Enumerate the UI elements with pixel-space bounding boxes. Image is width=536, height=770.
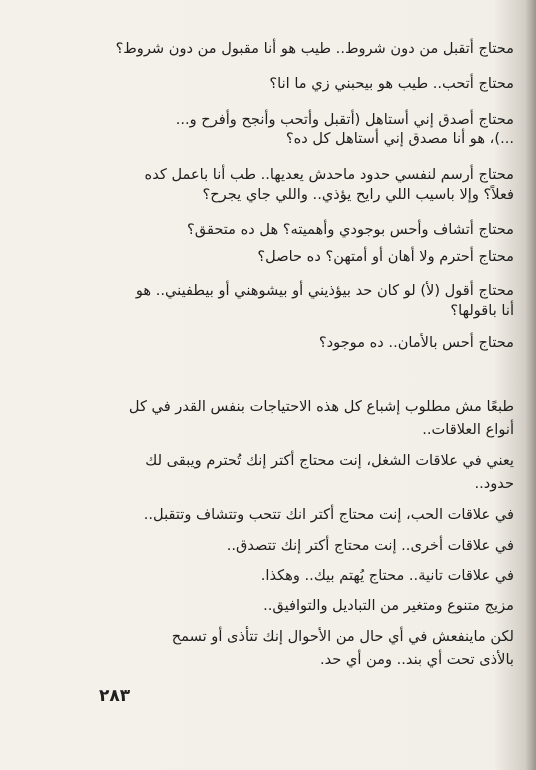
- page-number: ٢٨٣: [99, 686, 131, 706]
- text-line: أنواع العلاقات..: [422, 421, 514, 438]
- text-line: محتاج أتشاف وأحس بوجودي وأهميته؟ هل ده متحقق؟: [187, 221, 514, 238]
- text-line: محتاج أحس بالأمان.. ده موجود؟: [318, 334, 514, 351]
- text-line: محتاج أحترم ولا أهان أو أمتهن؟ ده حاصل؟: [257, 248, 514, 265]
- text-line: أنا باقولها؟: [450, 302, 514, 319]
- text-line: فعلاً؟ وإلا باسيب اللي رايح يؤذي.. واللي جاي يجرح؟: [202, 186, 514, 203]
- text-line: في علاقات تانية.. محتاج يُهتم بيك.. وهكذا.: [260, 567, 514, 584]
- text-line: ...)، هو أنا مصدق إني أستاهل كل ده؟: [285, 130, 514, 147]
- text-line: بالأذى تحت أي بند.. ومن أي حد.: [319, 651, 514, 668]
- text-line: في علاقات الحب، إنت محتاج أكتر انك تتحب وتتشاف وتتقبل..: [143, 506, 514, 523]
- text-line: محتاج أصدق إني أستاهل (أتقبل وأتحب وأنجح وأفرح و...: [175, 111, 514, 128]
- text-line: طبعًا مش مطلوب إشباع كل هذه الاحتياجات بنفس القدر في كل: [128, 398, 514, 415]
- text-line: محتاج أقول (لأ) لو كان حد بيؤذيني أو بيشوهني أو بيطفيني.. هو: [135, 282, 514, 299]
- text-line: محتاج أرسم لنفسي حدود ماحدش يعديها.. طب أنا باعمل كده: [144, 166, 514, 183]
- text-line: حدود..: [474, 475, 514, 492]
- text-line: محتاج أتحب.. طيب هو بيحبني زي ما انا؟: [269, 75, 514, 92]
- text-line: محتاج أتقبل من دون شروط.. طيب هو أنا مقبول من دون شروط؟: [115, 40, 514, 57]
- text-line: مزيج متنوع ومتغير من التباديل والتوافيق..: [263, 597, 514, 614]
- text-line: في علاقات أخرى.. إنت محتاج أكتر إنك تتصدق..: [226, 537, 514, 554]
- text-line: لكن ماينفعش في أي حال من الأحوال إنك تتأذى أو تسمح: [171, 628, 514, 645]
- text-line: يعني في علاقات الشغل، إنت محتاج أكتر إنك تُحترم ويبقى لك: [145, 452, 514, 469]
